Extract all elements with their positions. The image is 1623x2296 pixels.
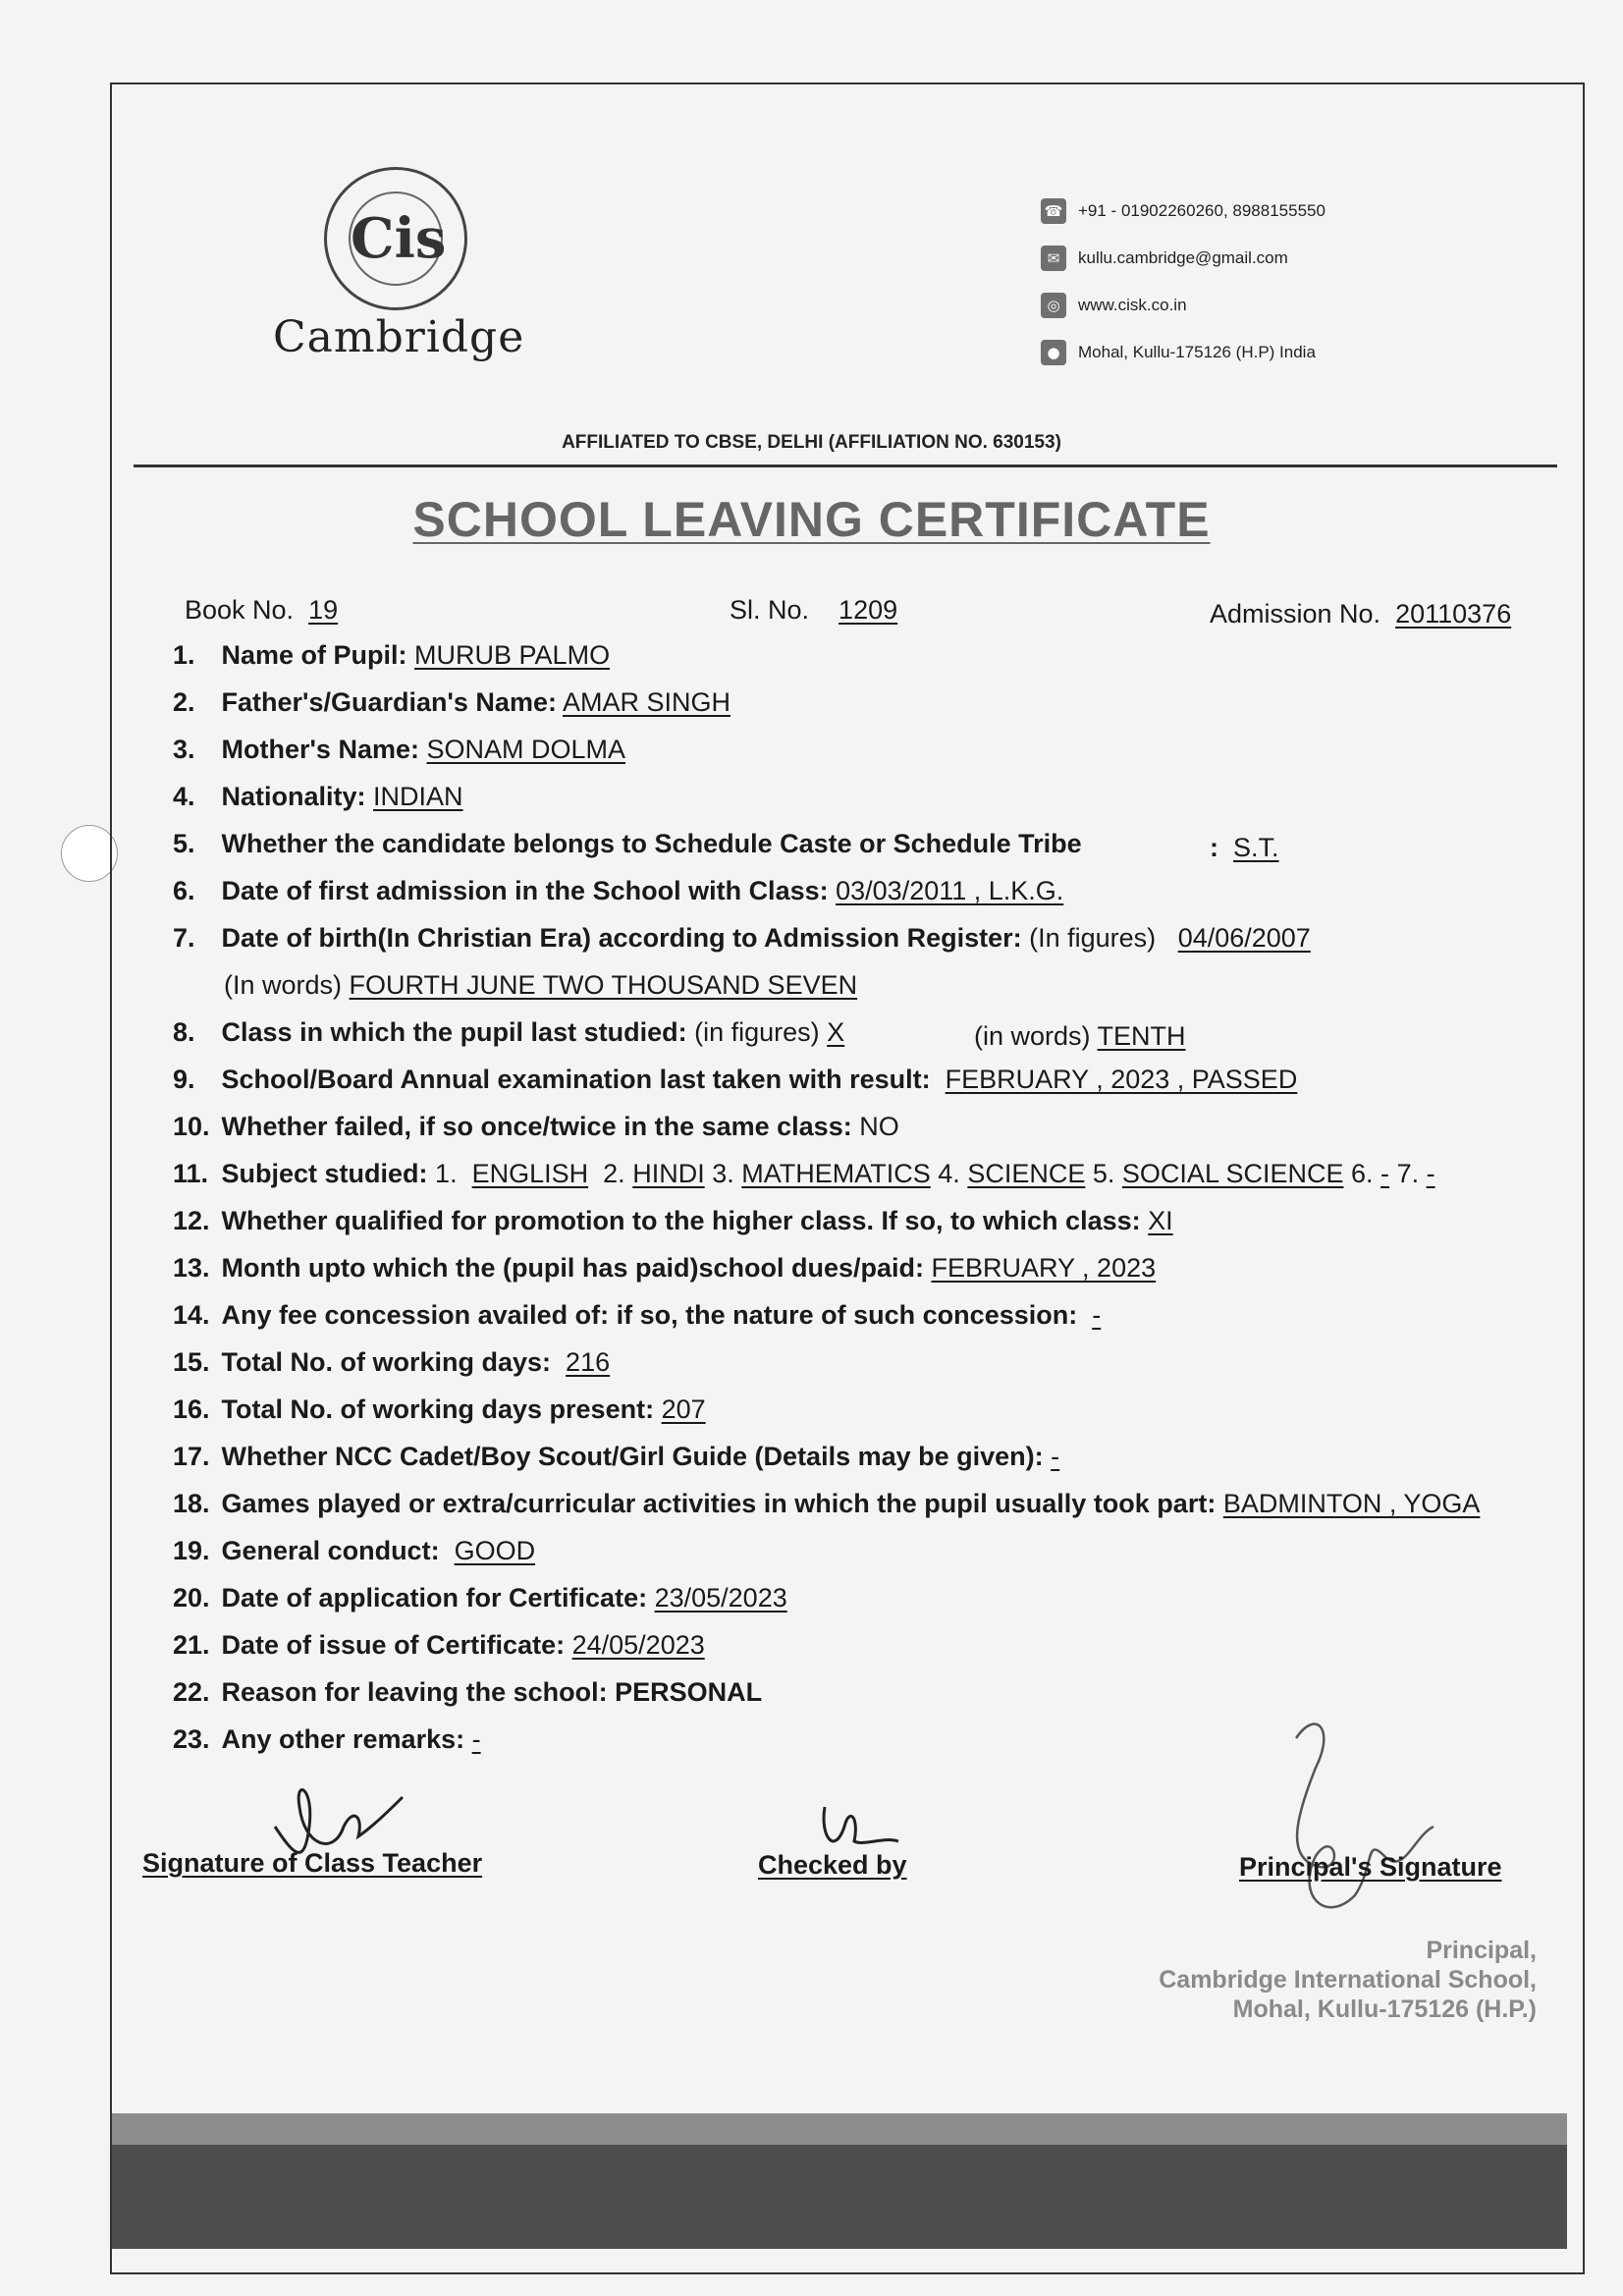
stamp-line-2: Cambridge International School, <box>1159 1966 1537 1994</box>
item-label: Date of birth(In Christian Era) according to Admission Register: <box>221 923 1022 953</box>
book-number <box>185 595 338 626</box>
admission-number <box>1210 599 1511 629</box>
item-3 <box>173 735 625 765</box>
item-value: AMAR SINGH <box>562 687 731 717</box>
item-6 <box>173 876 1063 906</box>
item-7 <box>173 923 1311 954</box>
affiliation-line: AFFILIATED TO CBSE, DELHI (AFFILIATION NO. 630153) <box>562 432 1061 453</box>
sl-value: 1209 <box>839 595 898 625</box>
item-value: FEBRUARY , 2023 <box>931 1253 1157 1283</box>
item-7-words <box>224 970 857 1001</box>
item-value: S.T. <box>1233 833 1279 862</box>
location-pin-icon: ● <box>1041 340 1066 365</box>
figures-label: (in figures) <box>694 1017 820 1047</box>
item-value: GOOD <box>454 1536 536 1565</box>
principal-signature: Principal's Signature <box>1239 1852 1502 1882</box>
words-label: (in words) <box>974 1021 1091 1051</box>
subject-number: 5. <box>1092 1159 1115 1188</box>
checked-by-signature: Checked by <box>758 1850 907 1880</box>
item-label: Nationality: <box>221 782 366 811</box>
contact-phone <box>1041 198 1325 224</box>
item-number: 23. <box>173 1724 210 1754</box>
item-value: 207 <box>661 1394 706 1424</box>
subject-number: 3. <box>712 1159 734 1188</box>
item-number: 5. <box>173 829 195 858</box>
item-19 <box>173 1536 535 1566</box>
sl-label: Sl. No. <box>730 595 810 625</box>
adm-value: 20110376 <box>1395 599 1512 629</box>
item-2 <box>173 687 730 718</box>
item-value: 216 <box>566 1347 611 1377</box>
item-label: Total No. of working days: <box>221 1347 552 1377</box>
item-label: Any fee concession availed of: if so, the nature of such concession: <box>221 1300 1078 1330</box>
item-number: 17. <box>173 1442 210 1471</box>
item-label: Total No. of working days present: <box>221 1394 655 1424</box>
item-number: 11. <box>173 1159 209 1188</box>
stamp-line-3: Mohal, Kullu-175126 (H.P.) <box>1232 1995 1537 2023</box>
item-label: Mother's Name: <box>221 735 419 764</box>
item-11 <box>173 1159 1435 1189</box>
item-number: 14. <box>173 1300 210 1330</box>
item-value: INDIAN <box>373 782 463 811</box>
item-12 <box>173 1206 1173 1236</box>
item-number: 22. <box>173 1677 210 1707</box>
logo-letters: Cis <box>349 191 443 286</box>
principal-signature-mark <box>1247 1709 1463 1964</box>
contact-email <box>1041 246 1288 271</box>
item-14 <box>173 1300 1101 1331</box>
email-text: kullu.cambridge@gmail.com <box>1078 248 1288 267</box>
item-label: Date of issue of Certificate: <box>221 1630 566 1660</box>
item-4 <box>173 782 463 812</box>
item-value: 04/06/2007 <box>1177 923 1311 953</box>
mail-icon: ✉ <box>1041 246 1066 271</box>
subject-4: SCIENCE <box>967 1159 1086 1188</box>
item-15 <box>173 1347 610 1378</box>
item-number: 1. <box>173 640 195 670</box>
item-label: General conduct: <box>221 1536 440 1565</box>
logo-name: Cambridge <box>273 312 525 362</box>
item-number: 15. <box>173 1347 210 1377</box>
item-number: 19. <box>173 1536 210 1565</box>
item-number: 12. <box>173 1206 210 1235</box>
adm-label: Admission No. <box>1210 599 1381 629</box>
school-logo <box>324 167 467 310</box>
item-number: 10. <box>173 1112 210 1141</box>
item-value: BADMINTON , YOGA <box>1222 1489 1481 1518</box>
item-22 <box>173 1677 762 1708</box>
address-text: Mohal, Kullu-175126 (H.P) India <box>1078 343 1316 361</box>
subject-number: 2. <box>603 1159 625 1188</box>
item-21 <box>173 1630 705 1661</box>
item-18 <box>173 1489 1480 1519</box>
subject-number: 6. <box>1351 1159 1374 1188</box>
item-13 <box>173 1253 1156 1284</box>
item-value: SONAM DOLMA <box>426 735 626 764</box>
item-value: XI <box>1148 1206 1173 1235</box>
words-value: TENTH <box>1097 1021 1186 1051</box>
item-value: MURUB PALMO <box>414 640 611 670</box>
item-value: - <box>1092 1300 1102 1330</box>
subject-number: 4. <box>938 1159 960 1188</box>
subject-5: SOCIAL SCIENCE <box>1121 1159 1344 1188</box>
item-number: 8. <box>173 1017 195 1047</box>
item-number: 21. <box>173 1630 210 1660</box>
item-16 <box>173 1394 706 1425</box>
item-8-words <box>974 1021 1186 1052</box>
phone-icon: ☎ <box>1041 198 1066 224</box>
header-divider <box>134 465 1557 467</box>
item-label: Subject studied: <box>221 1159 428 1188</box>
item-label: Date of first admission in the School with Class: <box>221 876 829 905</box>
item-number: 16. <box>173 1394 210 1424</box>
footer-band-light <box>112 2113 1567 2145</box>
item-label: Whether the candidate belongs to Schedule Caste or Schedule Tribe <box>221 829 1082 858</box>
item-label: School/Board Annual examination last taken with result: <box>221 1065 931 1094</box>
item-8 <box>173 1017 844 1048</box>
item-number: 4. <box>173 782 195 811</box>
item-label: Whether failed, if so once/twice in the same class: <box>221 1112 852 1141</box>
item-number: 9. <box>173 1065 195 1094</box>
item-9 <box>173 1065 1297 1095</box>
item-value: PERSONAL <box>615 1677 763 1707</box>
item-label: Reason for leaving the school: <box>221 1677 608 1707</box>
subject-1: ENGLISH <box>471 1159 589 1188</box>
item-label: Whether qualified for promotion to the higher class. If so, to which class: <box>221 1206 1141 1235</box>
stamp-line-1: Principal, <box>1426 1937 1537 1964</box>
item-number: 18. <box>173 1489 210 1518</box>
subject-number: 7. <box>1396 1159 1420 1188</box>
subject-number: 1. <box>435 1159 458 1188</box>
serial-number <box>730 595 897 626</box>
globe-icon: ◎ <box>1041 293 1066 318</box>
item-label: Class in which the pupil last studied: <box>221 1017 687 1047</box>
item-value: 03/03/2011 , L.K.G. <box>836 876 1064 905</box>
item-label: Whether NCC Cadet/Boy Scout/Girl Guide (Details may be given): <box>221 1442 1044 1471</box>
item-number: 3. <box>173 735 195 764</box>
item-value: 24/05/2023 <box>571 1630 705 1660</box>
words-label: (In words) <box>224 970 343 1000</box>
contact-website <box>1041 293 1187 318</box>
class-teacher-signature: Signature of Class Teacher <box>142 1848 483 1878</box>
book-label: Book No. <box>185 595 295 625</box>
footer-band-dark <box>112 2145 1567 2249</box>
item-5 <box>173 829 1082 859</box>
item-value: - <box>1051 1442 1060 1471</box>
item-23 <box>173 1724 481 1755</box>
item-label: Any other remarks: <box>221 1724 465 1754</box>
words-value: FOURTH JUNE TWO THOUSAND SEVEN <box>349 970 858 1000</box>
item-number: 13. <box>173 1253 210 1283</box>
item-label: Father's/Guardian's Name: <box>221 687 557 717</box>
item-number: 6. <box>173 876 195 905</box>
item-separator: : <box>1210 833 1218 862</box>
contact-address <box>1041 340 1316 365</box>
item-5-value <box>1210 833 1279 863</box>
item-value: FEBRUARY , 2023 , PASSED <box>945 1065 1298 1094</box>
phone-text: +91 - 01902260260, 8988155550 <box>1078 201 1325 220</box>
item-label: Name of Pupil: <box>221 640 407 670</box>
item-20 <box>173 1583 787 1613</box>
item-number: 2. <box>173 687 195 717</box>
subject-6: - <box>1380 1159 1390 1188</box>
item-label: Games played or extra/curricular activities in which the pupil usually took part: <box>221 1489 1217 1518</box>
subject-2: HINDI <box>632 1159 705 1188</box>
item-1 <box>173 640 610 671</box>
item-10 <box>173 1112 899 1142</box>
item-value: 23/05/2023 <box>654 1583 787 1613</box>
book-value: 19 <box>308 595 339 625</box>
figures-label: (In figures) <box>1029 923 1157 953</box>
item-label: Date of application for Certificate: <box>221 1583 648 1613</box>
item-number: 7. <box>173 923 195 953</box>
subject-3: MATHEMATICS <box>741 1159 931 1188</box>
item-value: NO <box>859 1112 899 1141</box>
item-17 <box>173 1442 1059 1472</box>
website-text: www.cisk.co.in <box>1078 296 1187 314</box>
item-value: X <box>827 1017 845 1047</box>
item-number: 20. <box>173 1583 210 1613</box>
item-value: - <box>471 1724 481 1754</box>
subject-7: - <box>1426 1159 1435 1188</box>
item-label: Month upto which the (pupil has paid)school dues/paid: <box>221 1253 924 1283</box>
certificate-title: SCHOOL LEAVING CERTIFICATE <box>412 492 1211 547</box>
